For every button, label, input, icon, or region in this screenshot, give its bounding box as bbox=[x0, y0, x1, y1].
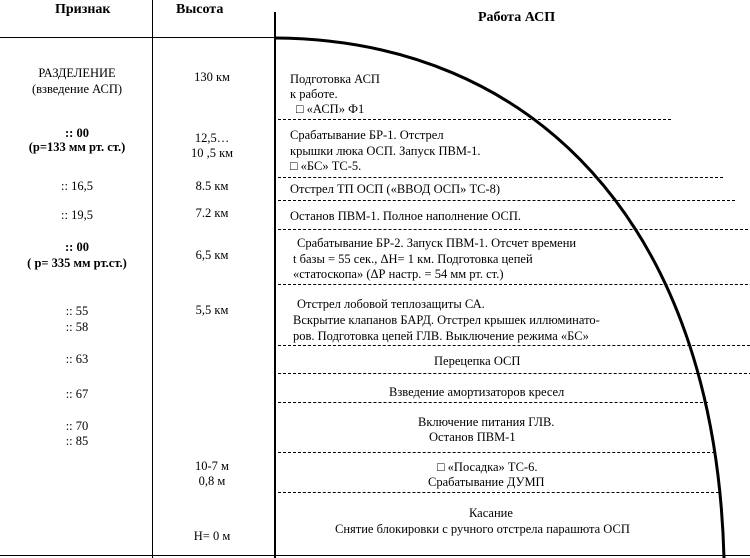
altitude-value: 5,5 км bbox=[195, 303, 229, 317]
sign-separation: РАЗДЕЛЕНИЕ bbox=[38, 66, 116, 80]
sign-time: :: 85 bbox=[65, 434, 89, 448]
work-line: Срабатывание ДУМП bbox=[428, 475, 545, 489]
work-line: «статоскопа» (ΔР настр. = 54 мм рт. ст.) bbox=[293, 267, 504, 281]
work-line: Взведение амортизаторов кресел bbox=[389, 385, 565, 399]
separator bbox=[278, 200, 735, 201]
altitude-value: Н= 0 м bbox=[193, 529, 231, 543]
work-line: Останов ПВМ-1 bbox=[429, 430, 516, 444]
altitude-value: 12,5… bbox=[194, 131, 230, 145]
work-line: ров. Подготовка цепей ГЛВ. Выключение режима «БС» bbox=[293, 329, 589, 343]
work-line: □ «БС» ТС-5. bbox=[290, 159, 362, 173]
sign-time: :: 70 bbox=[65, 419, 89, 433]
separator bbox=[278, 345, 750, 346]
header-altitude: Высота bbox=[176, 2, 224, 17]
sign-time: :: 55 bbox=[65, 304, 89, 318]
work-line: □ «Посадка» ТС-6. bbox=[437, 460, 538, 474]
header-work: Работа АСП bbox=[478, 10, 556, 25]
work-line: Вскрытие клапанов БАРД. Отстрел крышек иллюминато- bbox=[293, 313, 600, 327]
separator bbox=[278, 284, 750, 285]
sign-pressure: ( р= 335 мм рт.ст.) bbox=[27, 256, 127, 270]
work-line: Срабатывание БР-2. Запуск ПВМ-1. Отсчет времени bbox=[297, 236, 577, 250]
separator bbox=[278, 373, 750, 374]
separator bbox=[278, 492, 719, 493]
work-line: крышки люка ОСП. Запуск ПВМ-1. bbox=[290, 144, 481, 158]
work-line: Включение питания ГЛВ. bbox=[418, 415, 555, 429]
work-line: Перецепка ОСП bbox=[434, 354, 521, 368]
altitude-value: 10 ,5 км bbox=[190, 146, 234, 160]
altitude-value: 6,5 км bbox=[195, 248, 229, 262]
sign-time: :: 16,5 bbox=[61, 179, 93, 193]
sign-time: :: 63 bbox=[65, 352, 89, 366]
work-line: Останов ПВМ-1. Полное наполнение ОСП. bbox=[290, 209, 522, 223]
work-line: Снятие блокировки с ручного отстрела парашюта ОСП bbox=[335, 522, 630, 536]
altitude-value: 10-7 м bbox=[195, 459, 229, 473]
separator bbox=[278, 229, 748, 230]
work-line: Срабатывание БР-1. Отстрел bbox=[290, 128, 444, 142]
work-line: Подготовка АСП bbox=[290, 72, 380, 86]
separator bbox=[278, 177, 723, 178]
separator bbox=[278, 452, 715, 453]
sign-time: :: 00 bbox=[65, 240, 89, 254]
header-sign: Признак bbox=[55, 2, 111, 17]
separator bbox=[278, 402, 708, 403]
work-line: t базы = 55 сек., ΔН= 1 км. Подготовка цепей bbox=[293, 252, 533, 266]
work-line: Касание bbox=[469, 506, 513, 520]
altitude-value: 7.2 км bbox=[195, 206, 229, 220]
sign-time: :: 19,5 bbox=[61, 208, 93, 222]
altitude-value: 0,8 м bbox=[198, 474, 226, 488]
work-line: к работе. bbox=[290, 87, 338, 101]
separator bbox=[278, 119, 671, 120]
sign-time: :: 58 bbox=[65, 320, 89, 334]
altitude-value: 130 км bbox=[194, 70, 230, 84]
work-line: □ «АСП» Ф1 bbox=[296, 102, 365, 116]
sign-pressure: (р=133 мм рт. ст.) bbox=[28, 140, 126, 154]
work-line: Отстрел лобовой теплозащиты СА. bbox=[297, 297, 485, 311]
work-line: Отстрел ТП ОСП («ВВОД ОСП» ТС-8) bbox=[290, 182, 501, 196]
altitude-value: 8.5 км bbox=[195, 179, 229, 193]
sign-time: :: 67 bbox=[65, 387, 89, 401]
sign-time: :: 00 bbox=[65, 126, 89, 140]
sign-separation-note: (взведение АСП) bbox=[31, 82, 123, 96]
